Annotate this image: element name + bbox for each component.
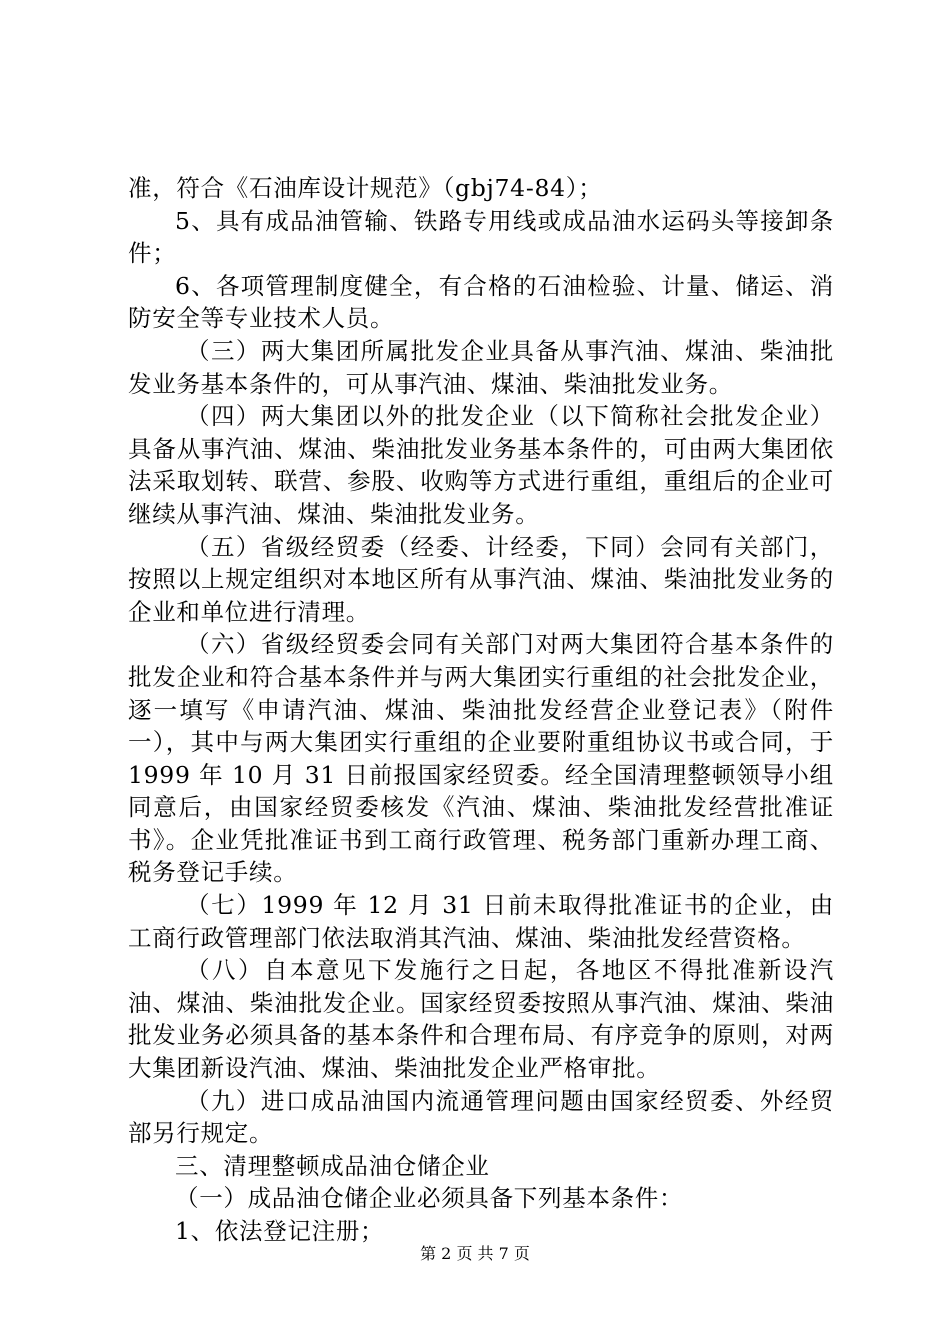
- paragraph-item-6: 6、各项管理制度健全，有合格的石油检验、计量、储运、消防安全等专业技术人员。: [128, 271, 834, 333]
- document-body: [128, 172, 834, 1248]
- paragraph-item-1: 1、依法登记注册；: [175, 1217, 385, 1245]
- subsection-heading-1: （一）成品油仓储企业必须具备下列基本条件：: [175, 1184, 684, 1213]
- page-number-footer: 第 2 页 共 7 页: [420, 1244, 530, 1263]
- section-heading-3: 三、清理整顿成品油仓储企业: [175, 1151, 490, 1180]
- paragraph-section-9: （九）进口成品油国内流通管理问题由国家经贸委、外经贸部另行规定。: [128, 1086, 834, 1148]
- paragraph-section-8: （八）自本意见下发施行之日起，各地区不得批准新设汽油、煤油、柴油批发企业。国家经贸委按照从事汽油、煤油、柴油批发业务必须具备的基本条件和合理布局、有序竞争的原则，对两大集团新设汽油、煤油、柴油批发企业严格审批。: [128, 956, 834, 1083]
- paragraph-item-5: 5、具有成品油管输、铁路专用线或成品油水运码头等接卸条件；: [128, 206, 834, 268]
- paragraph-section-3: （三）两大集团所属批发企业具备从事汽油、煤油、柴油批发业务基本条件的，可从事汽油、煤油、柴油批发业务。: [128, 336, 834, 398]
- paragraph-section-5: （五）省级经贸委（经委、计经委，下同）会同有关部门，按照以上规定组织对本地区所有从事汽油、煤油、柴油批发业务的企业和单位进行清理。: [128, 532, 834, 626]
- paragraph-continuation: 准，符合《石油库设计规范》（gbj74-84）；: [128, 174, 603, 202]
- paragraph-section-4: （四）两大集团以外的批发企业（以下简称社会批发企业）具备从事汽油、煤油、柴油批发业务基本条件的，可由两大集团依法采取划转、联营、参股、收购等方式进行重组，重组后的企业可继续从事汽油、煤油、柴油批发业务。: [128, 402, 834, 528]
- paragraph-section-7: （七）1999 年 12 月 31 日前未取得批准证书的企业，由工商行政管理部门依法取消其汽油、煤油、柴油批发经营资格。: [128, 891, 834, 952]
- paragraph-section-6: （六）省级经贸委会同有关部门对两大集团符合基本条件的批发企业和符合基本条件并与两大集团实行重组的社会批发企业，逐一填写《申请汽油、煤油、柴油批发经营企业登记表》（附件一），其中与两大集团实行重组的企业要附重组协议书或合同，于 1999 年 10 月 31 日前报国家经贸委。经全国清理整顿领导小组同意后，由国家经贸委核发《汽油、煤油、柴油批发经营批准证书》。企业凭批准证书到工商行政管理、税务部门重新办理工商、税务登记手续。: [128, 630, 834, 887]
